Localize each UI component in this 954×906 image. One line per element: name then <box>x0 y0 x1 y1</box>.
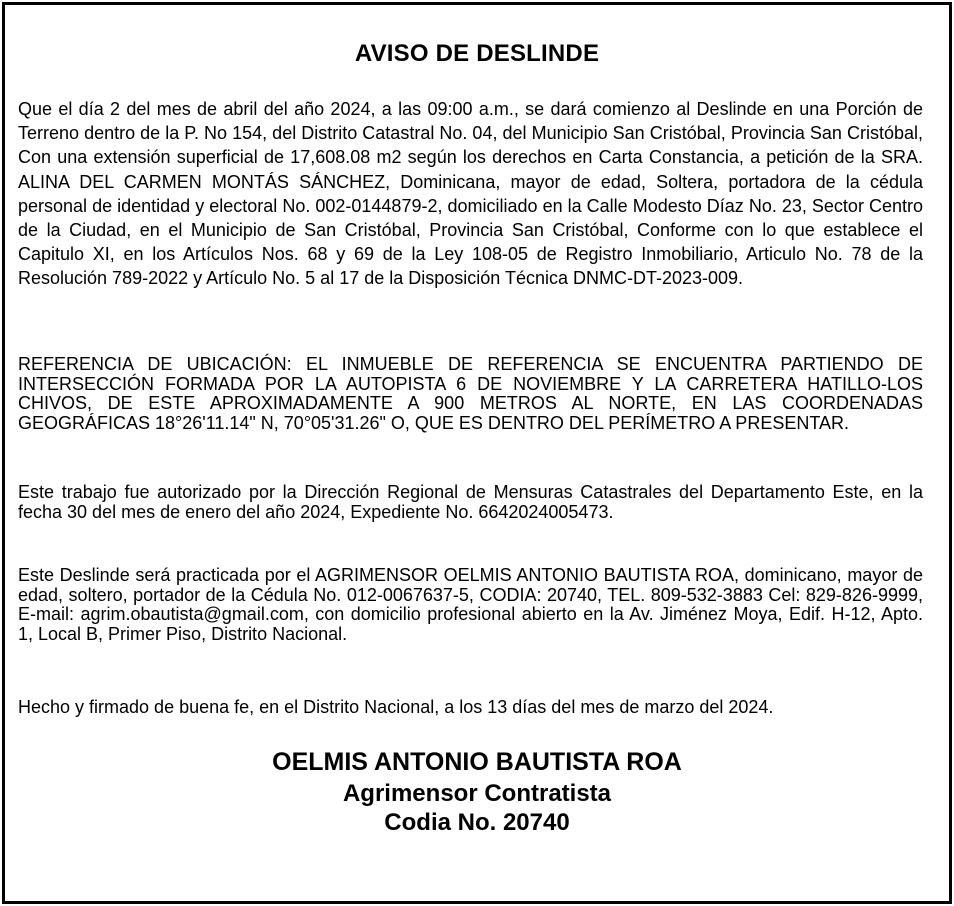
signature-role: Agrimensor Contratista <box>342 780 612 807</box>
signature-codia: Codia No. 20740 <box>384 809 570 836</box>
paragraph-location-reference: REFERENCIA DE UBICACIÓN: EL INMUEBLE DE REFERENCIA SE ENCUENTRA PARTIENDO DE INTERSECCIÓN FORMADA POR LA AUTOPISTA 6 DE NOVIEMBRE Y LA CARRETERA HATILLO-LOS CHIVOS, DE ESTE APROXIMADAMENTE A 900 METROS AL NORTE, EN LAS COORDENADAS GEOGRÁFICAS 18°26'11.14" N, 70°05'31.26" O, QUE ES DENTRO DEL PERÍMETRO A PRESENTAR. <box>18 354 923 433</box>
paragraph-deslinde-details: Que el día 2 del mes de abril del año 2024, a las 09:00 a.m., se dará comienzo al Deslinde en una Porción de Terreno dentro de la P. No 154, del Distrito Catastral No. 04, del Municipio San Cristóbal, Provincia San Cristóbal, Con una extensión superficial de 17,608.08 m2 según los derechos en Carta Constancia, a petición de la SRA. ALINA DEL CARMEN MONTÁS SÁNCHEZ, Dominicana, mayor de edad, Soltera, portadora de la cédula personal de identidad y electoral No. 002-0144879-2, domiciliado en la Calle Modesto Díaz No. 23, Sector Centro de la Ciudad, en el Municipio de San Cristóbal, Provincia San Cristóbal, Conforme con lo que establece el Capitulo XI, en los Artículos Nos. 68 y 69 de la Ley 108-05 de Registro Inmobiliario, Articulo No. 78 de la Resolución 789-2022 y Artículo No. 5 al 17 de la Disposición Técnica DNMC-DT-2023-009. <box>18 99 923 289</box>
paragraph-surveyor-info: Este Deslinde será practicada por el AGRIMENSOR OELMIS ANTONIO BAUTISTA ROA, dominicano, mayor de edad, soltero, portador de la Cédula No. 012-0067637-5, CODIA: 20740, TEL. 809-532-3883 Cel: 829-826-9999, E-mail: agrim.obautista@gmail.com, con domicilio profesional abierto en la Av. Jiménez Moya, Edif. H-12, Apto. 1, Local B, Primer Piso, Distrito Nacional. <box>18 565 923 644</box>
notice-title: AVISO DE DESLINDE <box>354 40 600 67</box>
paragraph-authorization: Este trabajo fue autorizado por la Dirección Regional de Mensuras Catastrales del Departamento Este, en la fecha 30 del mes de enero del año 2024, Expediente No. 6642024005473. <box>18 482 923 522</box>
signature-name: OELMIS ANTONIO BAUTISTA ROA <box>272 748 682 776</box>
paragraph-signed-statement: Hecho y firmado de buena fe, en el Distrito Nacional, a los 13 días del mes de marzo del 2024. <box>18 697 774 717</box>
